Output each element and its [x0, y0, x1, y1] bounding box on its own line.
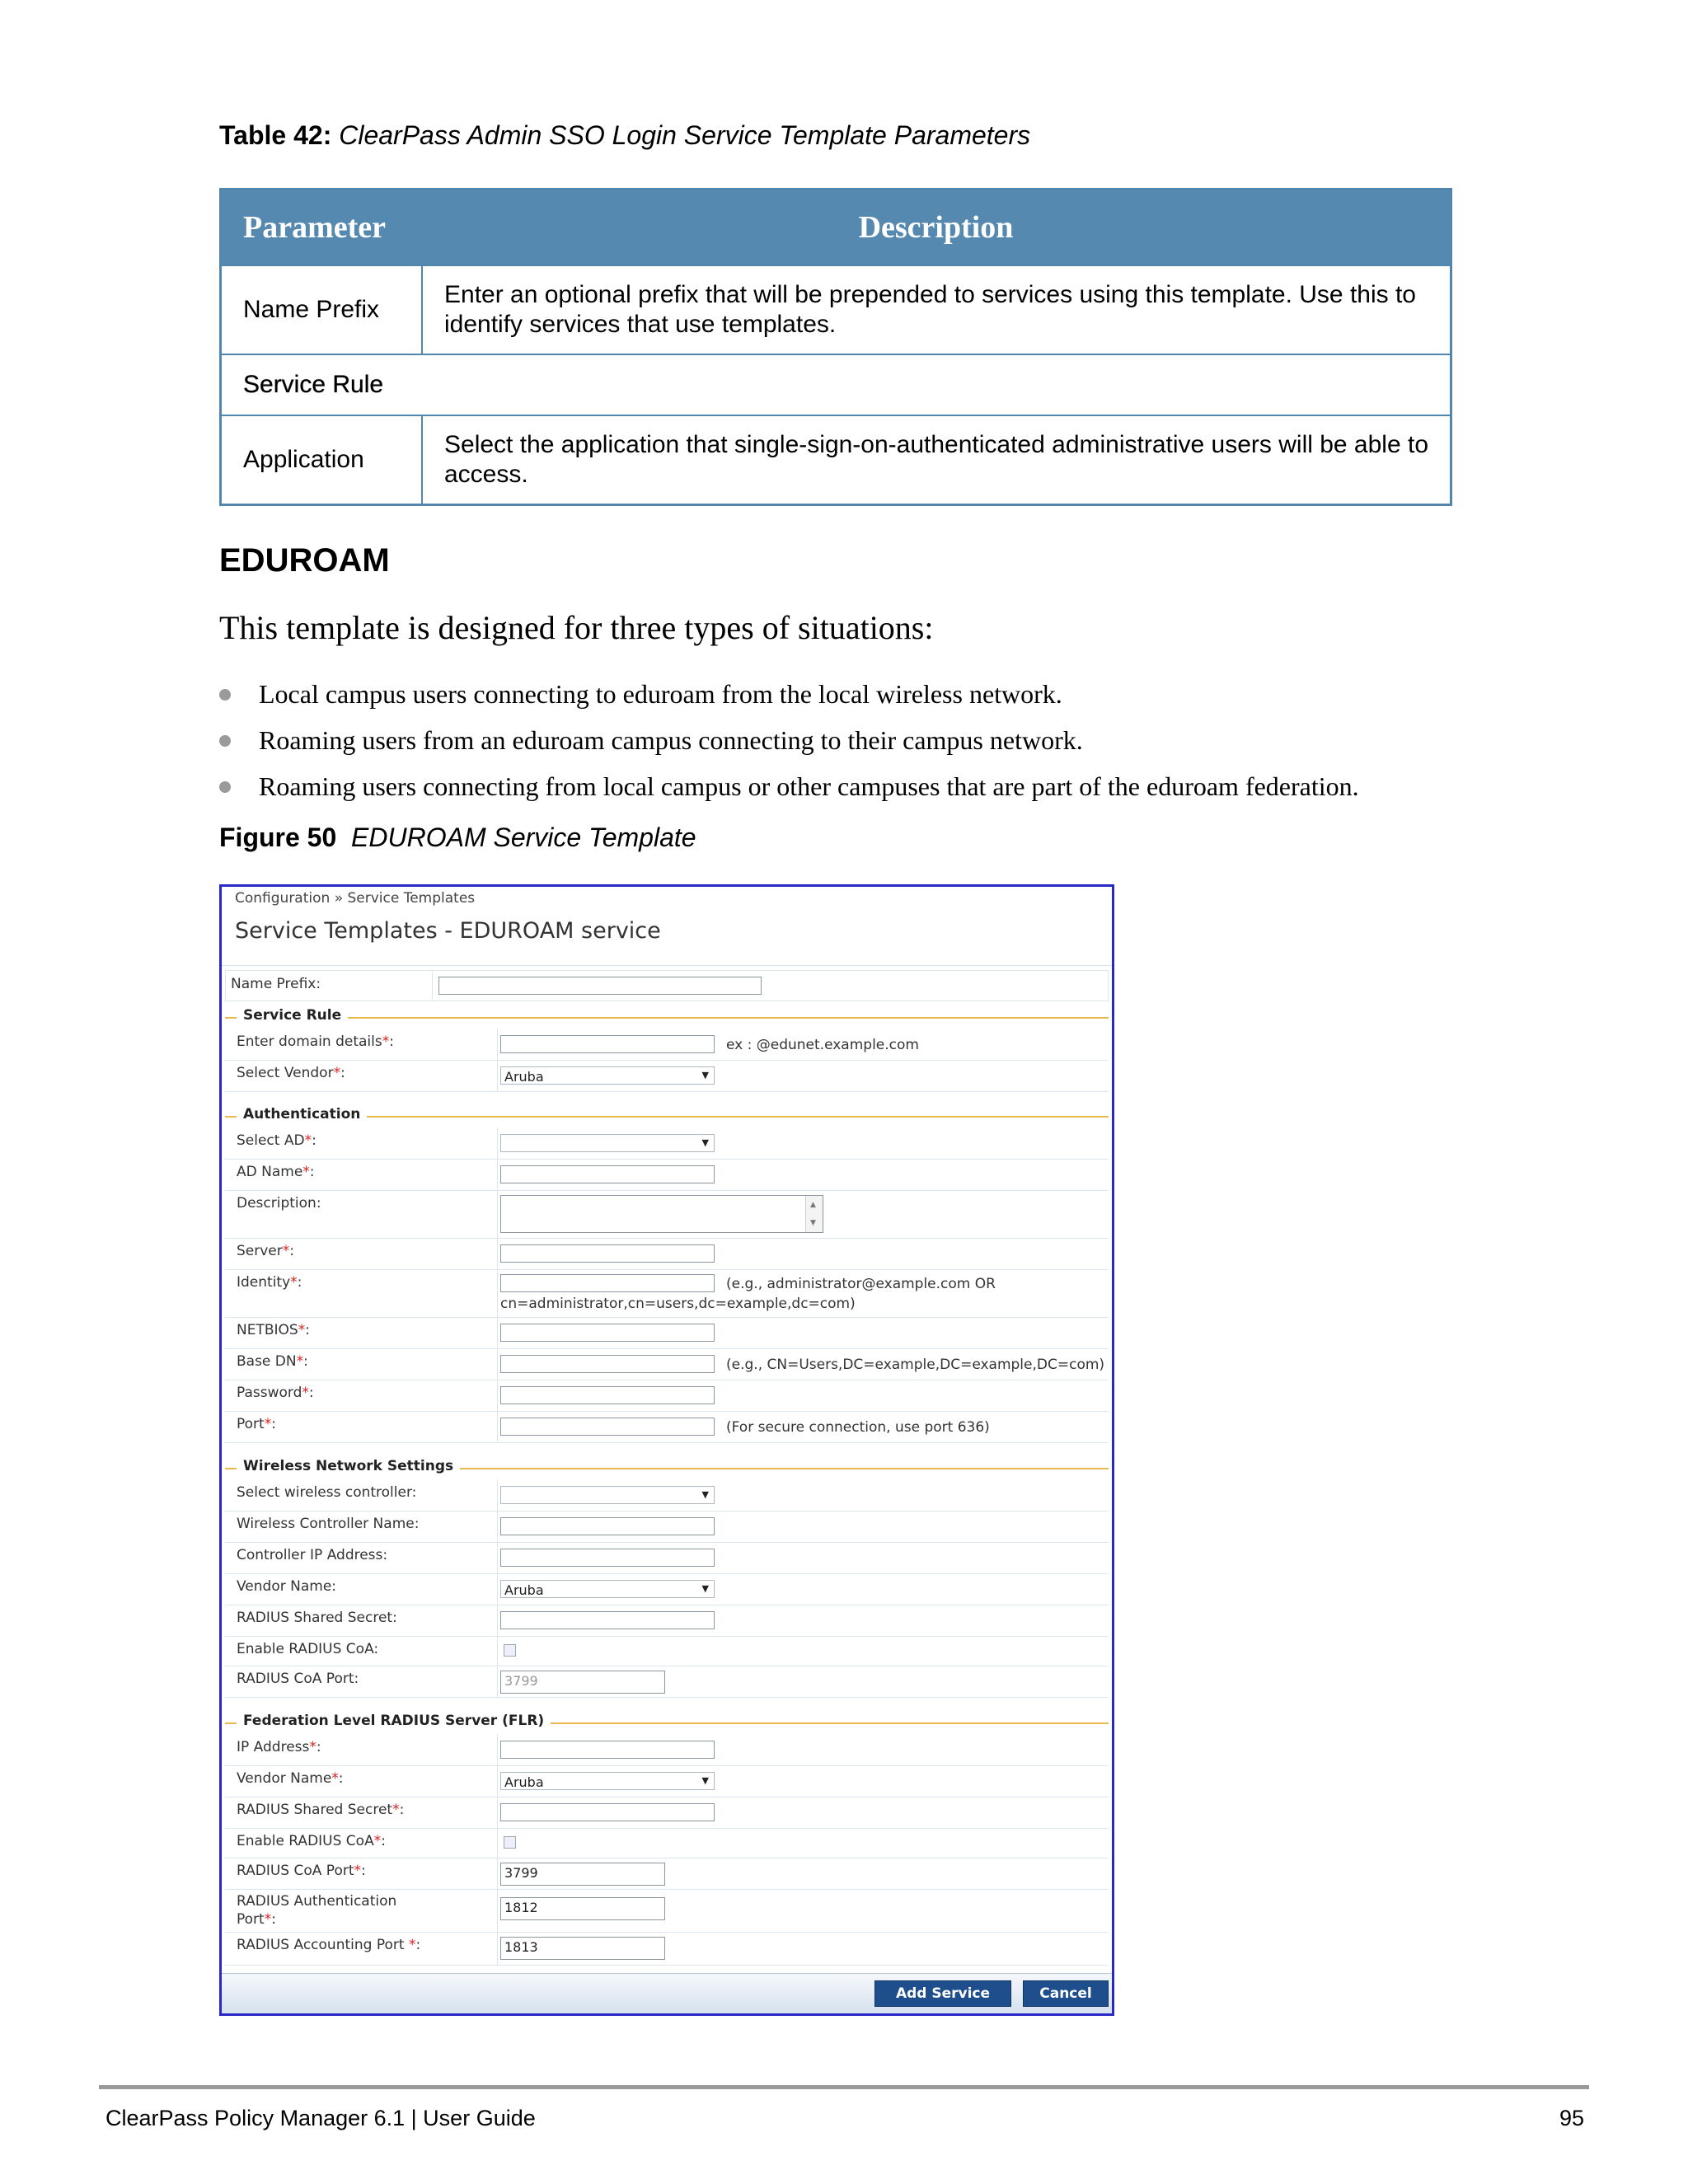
flr-coa-row: Enable RADIUS CoA*: [225, 1828, 1109, 1858]
wireless-secret-row: RADIUS Shared Secret: [225, 1605, 1109, 1637]
wireless-coa-checkbox[interactable] [504, 1644, 516, 1657]
wireless-coa-row: Enable RADIUS CoA: [225, 1636, 1109, 1666]
chevron-up-icon: ▲ [810, 1201, 816, 1209]
select-ad-row: Select AD*: ▼ [225, 1127, 1109, 1160]
param-cell: Name Prefix [221, 265, 423, 354]
flr-coa-port-row: RADIUS CoA Port*: 3799 [225, 1858, 1109, 1890]
base-dn-row: Base DN*: (e.g., CN=Users,DC=example,DC=example,DC=com) [225, 1348, 1109, 1380]
controller-name-row: Wireless Controller Name: [225, 1511, 1109, 1543]
flr-secret-input[interactable] [500, 1803, 715, 1821]
netbios-input[interactable] [500, 1324, 715, 1342]
page-title: Service Templates - EDUROAM service [235, 918, 661, 944]
flr-acct-port-input[interactable]: 1813 [500, 1937, 665, 1960]
param-cell: Service Rule [221, 354, 1451, 415]
chevron-down-icon: ▼ [701, 1489, 709, 1500]
cancel-button[interactable]: Cancel [1023, 1980, 1109, 2007]
wireless-coa-port-input[interactable]: 3799 [500, 1671, 665, 1694]
password-row: Password*: [225, 1380, 1109, 1412]
domain-label: Enter domain details [237, 1033, 382, 1050]
flr-acct-port-row: RADIUS Accounting Port *: 1813 [225, 1932, 1109, 1966]
description-textarea[interactable] [500, 1195, 823, 1233]
password-input[interactable] [500, 1386, 715, 1404]
add-service-button[interactable]: Add Service [874, 1980, 1011, 2007]
header-parameter: Parameter [221, 190, 423, 266]
wireless-section [225, 1458, 1109, 1474]
bullet-list [219, 674, 1359, 813]
port-row: Port*: (For secure connection, use port 636) [225, 1411, 1109, 1443]
wireless-controller-select[interactable] [500, 1486, 715, 1504]
list-item: Roaming users connecting from local campus or other campuses that are part of the eduroam federation. [219, 766, 1359, 813]
footer-divider [99, 2085, 1589, 2089]
breadcrumb[interactable]: Configuration » Service Templates [235, 890, 476, 907]
domain-row: Enter domain details*: ex : @edunet.example.com [225, 1029, 1109, 1061]
parameter-table [219, 188, 1452, 506]
name-prefix-row [225, 970, 1109, 1001]
identity-input[interactable] [500, 1274, 715, 1292]
flr-vendor-row: Vendor Name*: Aruba ▼ [225, 1765, 1109, 1797]
table-row [221, 415, 1451, 505]
wireless-secret-input[interactable] [500, 1611, 715, 1629]
description-row: Description: ▲ ▼ [225, 1190, 1109, 1239]
name-prefix-label: Name Prefix: [231, 976, 321, 992]
intro-text: This template is designed for three types of situations: [219, 609, 934, 646]
wireless-controller-row: Select wireless controller: ▼ [225, 1479, 1109, 1511]
service-template-form [219, 884, 1114, 2016]
chevron-down-icon: ▼ [701, 1583, 709, 1594]
header-description: Description [422, 190, 1451, 266]
flr-coa-port-input[interactable]: 3799 [500, 1863, 665, 1886]
port-input[interactable] [500, 1418, 715, 1436]
section-title: Wireless Network Settings [237, 1458, 460, 1474]
authentication-section [225, 1106, 1109, 1122]
controller-ip-row: Controller IP Address: [225, 1542, 1109, 1574]
table-header-row [221, 190, 1451, 266]
desc-cell: Enter an optional prefix that will be prepended to services using this template. Use this to identify services that use templates. [422, 265, 1451, 354]
domain-input[interactable] [500, 1035, 715, 1053]
vendor-row: Select Vendor*: Aruba ▼ [225, 1060, 1109, 1092]
chevron-down-icon: ▼ [701, 1775, 709, 1786]
name-prefix-input[interactable] [438, 977, 762, 995]
vendor-select[interactable]: Aruba ▼ [500, 1066, 715, 1085]
netbios-row: NETBIOS*: [225, 1317, 1109, 1349]
flr-auth-port-input[interactable]: 1812 [500, 1897, 665, 1920]
flr-auth-port-row: RADIUS Authentication Port*: 1812 [225, 1889, 1109, 1933]
flr-ip-input[interactable] [500, 1741, 715, 1759]
service-rule-section [225, 1007, 1109, 1024]
flr-ip-row: IP Address*: [225, 1734, 1109, 1766]
wireless-vendor-select[interactable]: Aruba ▼ [500, 1580, 715, 1598]
select-ad-dropdown[interactable] [500, 1134, 715, 1152]
page-number: 95 [1559, 2106, 1584, 2130]
controller-ip-input[interactable] [500, 1549, 715, 1567]
bullet-icon [219, 735, 231, 747]
scrollbar[interactable] [805, 1196, 823, 1232]
identity-row: Identity*: (e.g., administrator@example.com OR cn=administrator,cn=users,dc=example,dc=com) [225, 1269, 1109, 1318]
wireless-coa-port-row: RADIUS CoA Port: 3799 [225, 1666, 1109, 1698]
param-cell: Application [221, 415, 423, 505]
list-item: Local campus users connecting to eduroam from the local wireless network. [219, 674, 1359, 720]
server-row: Server*: [225, 1238, 1109, 1270]
flr-section [225, 1713, 1109, 1729]
figure-caption: Figure 50 EDUROAM Service Template [219, 823, 696, 852]
form-action-bar [222, 1973, 1112, 2013]
chevron-down-icon: ▼ [701, 1070, 709, 1080]
server-input[interactable] [500, 1244, 715, 1263]
controller-name-input[interactable] [500, 1517, 715, 1535]
section-title: Service Rule [237, 1007, 348, 1024]
desc-cell: Select the application that single-sign-on-authenticated administrative users will be able to access. [422, 415, 1451, 505]
chevron-down-icon: ▼ [701, 1137, 709, 1148]
list-item: Roaming users from an eduroam campus connecting to their campus network. [219, 720, 1359, 766]
bullet-icon [219, 689, 231, 701]
flr-vendor-select[interactable]: Aruba ▼ [500, 1772, 715, 1790]
chevron-down-icon: ▼ [810, 1219, 816, 1227]
table-caption: Table 42: ClearPass Admin SSO Login Service Template Parameters [219, 120, 1031, 150]
domain-hint: ex : @edunet.example.com [726, 1037, 919, 1053]
section-title: Federation Level RADIUS Server (FLR) [237, 1713, 551, 1729]
section-heading: EDUROAM [219, 542, 390, 579]
ad-name-input[interactable] [500, 1165, 715, 1183]
vendor-label: Select Vendor [237, 1065, 334, 1081]
footer-doc-title: ClearPass Policy Manager 6.1 | User Guide [106, 2106, 536, 2130]
section-title: Authentication [237, 1106, 367, 1122]
ad-name-row: AD Name*: [225, 1159, 1109, 1191]
flr-coa-checkbox[interactable] [504, 1836, 516, 1849]
table-row [221, 265, 1451, 354]
wireless-vendor-row: Vendor Name: Aruba ▼ [225, 1573, 1109, 1605]
flr-secret-row: RADIUS Shared Secret*: [225, 1797, 1109, 1829]
bullet-icon [219, 781, 231, 793]
table-row [221, 354, 1451, 415]
base-dn-input[interactable] [500, 1355, 715, 1373]
title-divider [222, 965, 1112, 966]
